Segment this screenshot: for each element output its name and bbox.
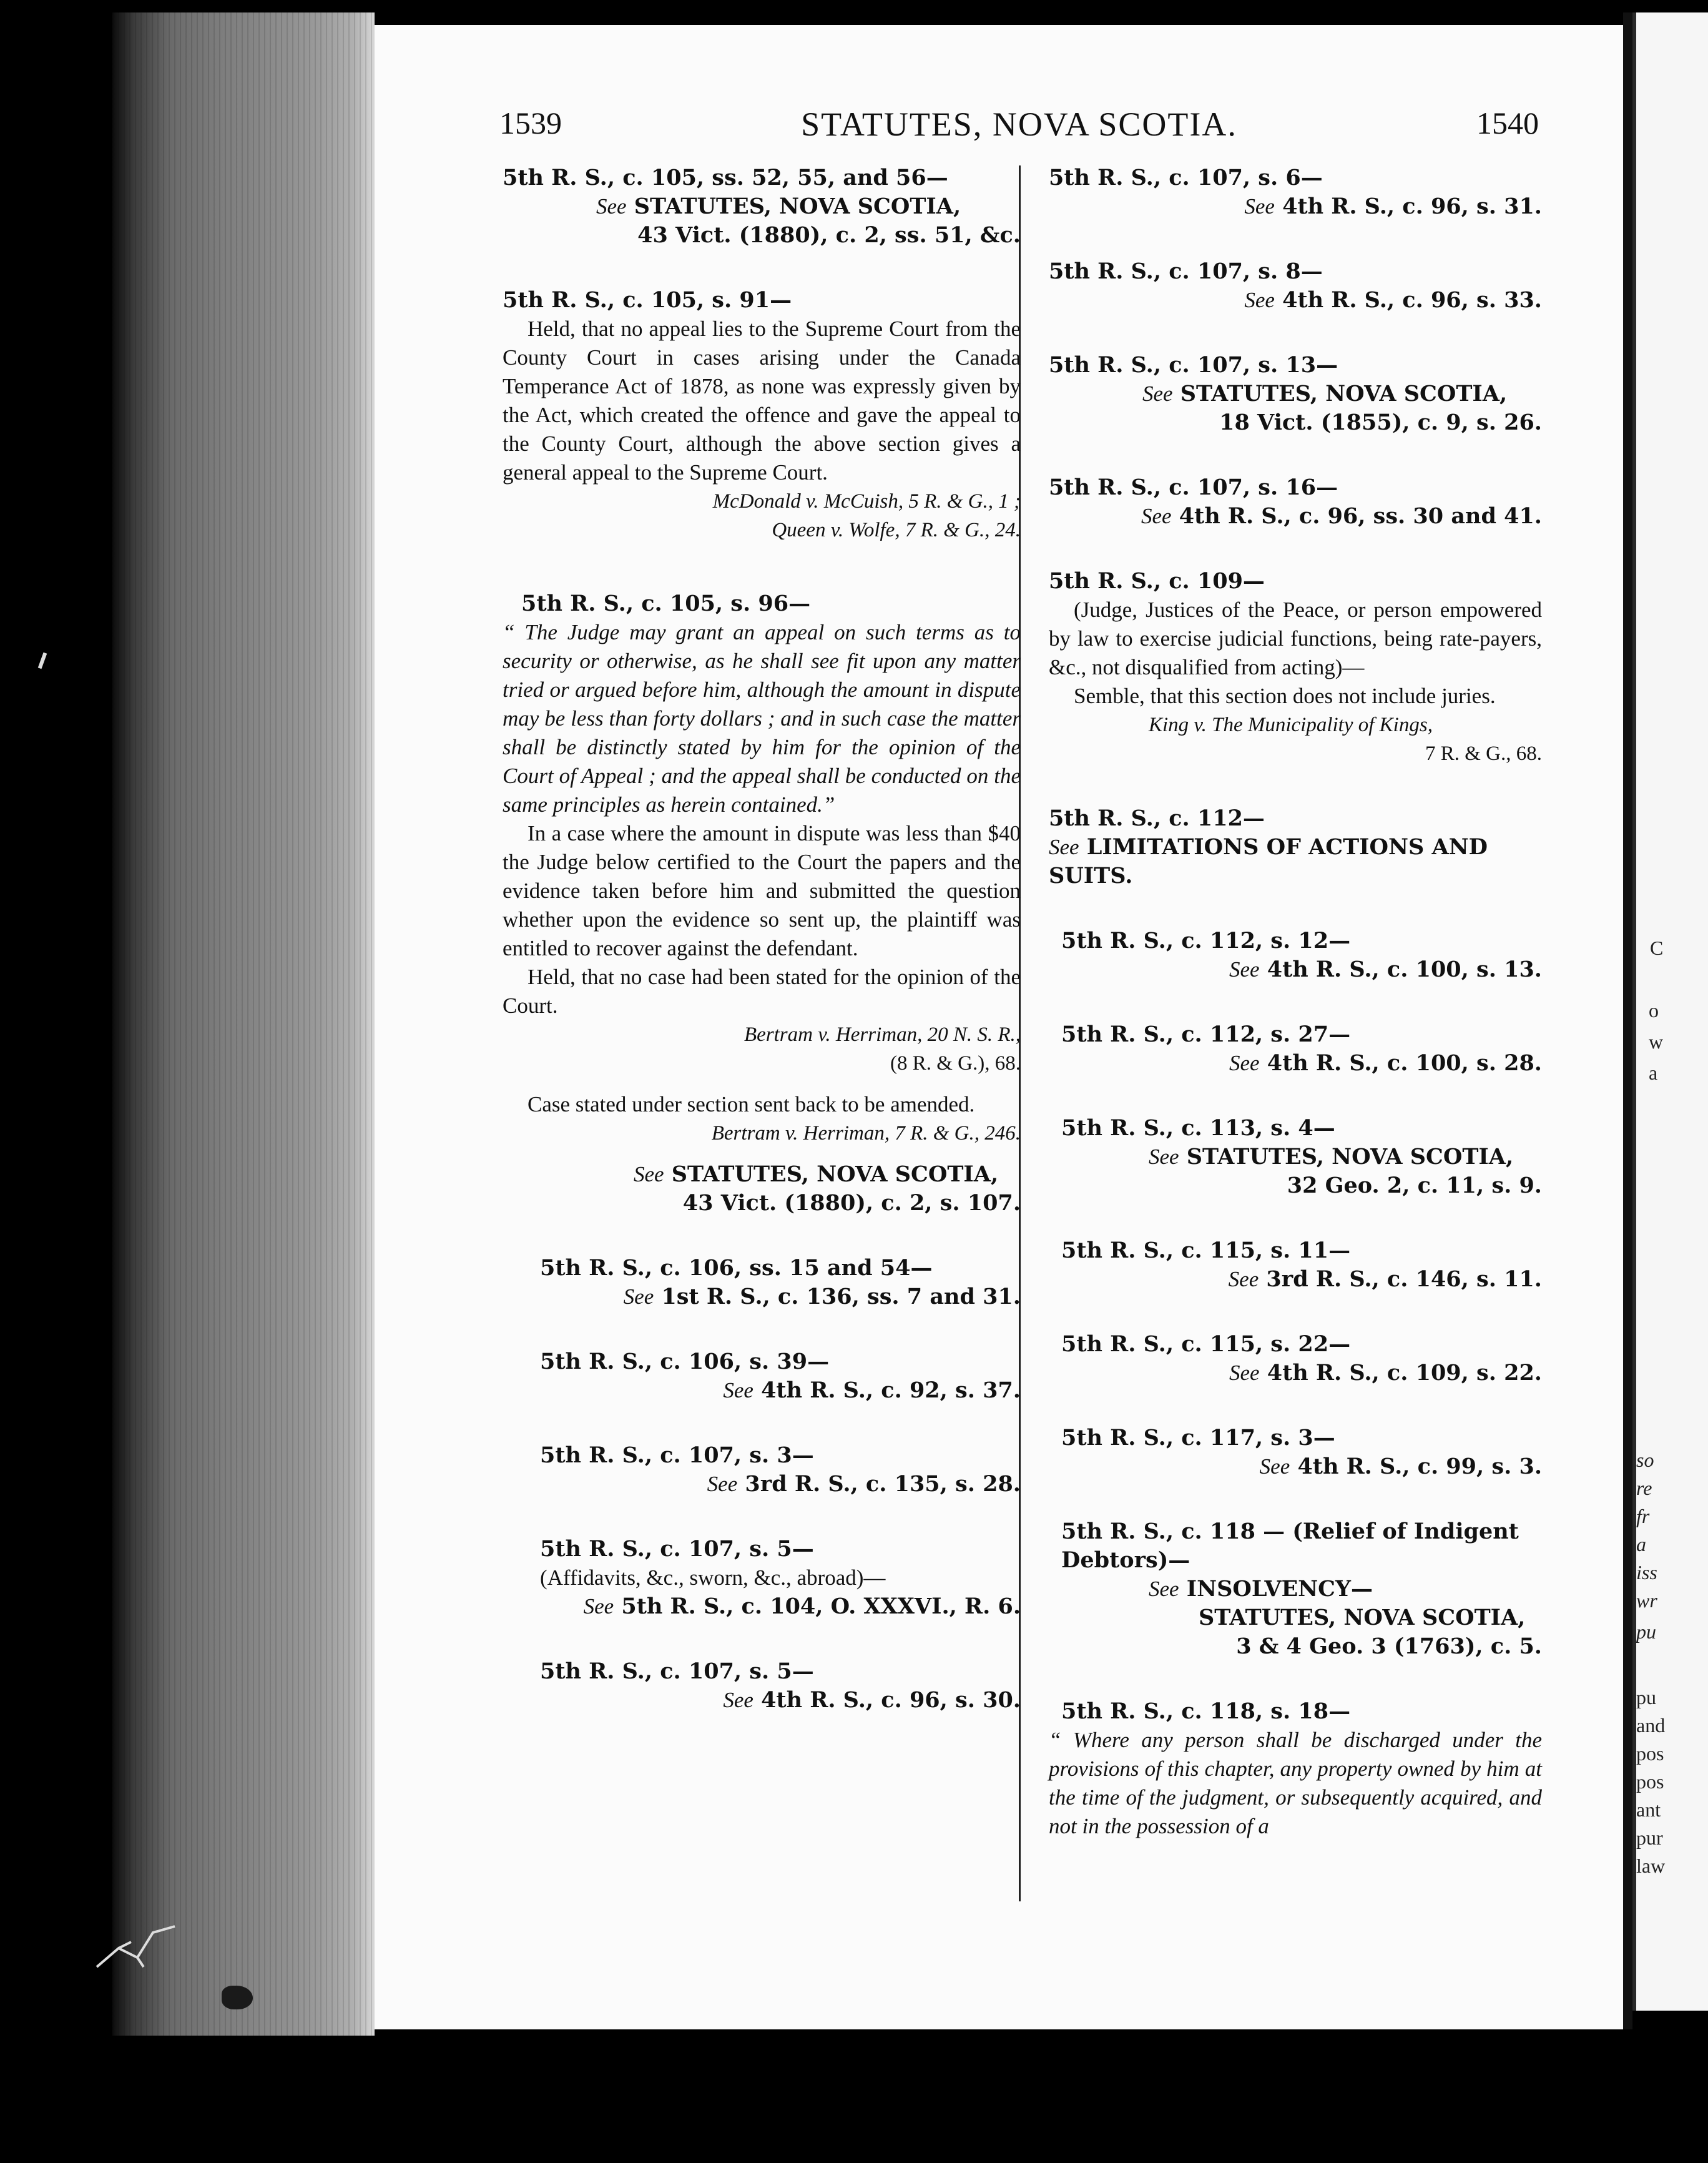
see-line (1049, 1359, 1542, 1387)
entry (1049, 1697, 1542, 1841)
entry-heading: 5th R. S., c. 107, s. 16— (1049, 475, 1338, 500)
margin-fragment: wr (1636, 1589, 1657, 1612)
entry (1049, 1236, 1542, 1294)
entry-heading: 5th R. S., c. 107, s. 6— (1049, 165, 1323, 190)
see-reference: 4th R. S., c. 96, ss. 30 and 41. (1179, 503, 1542, 529)
entry (503, 1441, 1021, 1499)
see-reference: 4th R. S., c. 96, s. 31. (1282, 194, 1542, 219)
case-citation: 7 R. & G., 68. (1425, 742, 1542, 765)
margin-fragment: fr (1636, 1505, 1650, 1527)
entry (503, 1254, 1021, 1311)
scan-ink-blob (222, 1986, 253, 2009)
see-line (1049, 955, 1542, 984)
entry-text: Held, that no appeal lies to the Supreme Court from the County Court in cases arising under the Canada Temperance Act of 1878, as none was expressly given by the Act, which created the offence and gave the appeal to the County Court, although the above section gives a general appeal to the Supreme Court. (503, 317, 1021, 485)
entry-heading: 5th R. S., c. 106, s. 39— (540, 1349, 830, 1374)
see-label: See (1229, 1361, 1260, 1385)
entry (503, 164, 1021, 250)
case-citation: Bertram v. Herriman, 20 N. S. R., (744, 1023, 1021, 1046)
entry-heading: 5th R. S., c. 112, s. 27— (1061, 1022, 1351, 1047)
margin-fragment: C (1650, 937, 1664, 959)
entry (1049, 257, 1542, 315)
page-number-left: 1539 (499, 106, 562, 140)
entry-heading: 5th R. S., c. 115, s. 11— (1061, 1238, 1351, 1263)
entry (1049, 804, 1542, 890)
see-line (1049, 192, 1542, 221)
entry-heading: 5th R. S., c. 112, s. 12— (1061, 928, 1351, 953)
entry (1049, 351, 1542, 437)
margin-fragment: pu (1636, 1686, 1656, 1708)
see-reference: 3rd R. S., c. 135, s. 28. (745, 1471, 1021, 1497)
see-label: See (723, 1378, 753, 1402)
see-label: See (1244, 194, 1275, 219)
entry (1049, 164, 1542, 221)
see-reference: LIMITATIONS OF ACTIONS AND SUITS. (1049, 834, 1488, 889)
see-reference: 4th R. S., c. 92, s. 37. (761, 1377, 1021, 1403)
see-label: See (1149, 1577, 1179, 1601)
see-line (1049, 380, 1542, 408)
margin-fragment: o (1649, 999, 1659, 1022)
see-label: See (1229, 1051, 1260, 1075)
see-line (503, 1160, 1021, 1189)
gutter-shadow (1623, 12, 1632, 2029)
see-reference: 4th R. S., c. 99, s. 3. (1297, 1454, 1542, 1479)
statute-quote: “ The Judge may grant an appeal on such terms as to security or otherwise, as he shall see fit upon any matter tried or argued before him, although the amount in dispute may be less than forty dollars ; and in such case the matter shall be distinctly stated by him for the opinion of the Court of Appeal ; and the appeal shall be conducted on the same principles as herein contained.” (503, 620, 1021, 817)
entry (1049, 927, 1542, 984)
see-reference-cont: 43 Vict. (1880), c. 2, ss. 51, &c. (637, 222, 1021, 248)
margin-fragment: pur (1636, 1826, 1663, 1849)
entry-heading: 5th R. S., c. 118 — (Relief of Indigent Debtors)— (1061, 1519, 1519, 1573)
entry-heading: 5th R. S., c. 109— (1049, 568, 1265, 594)
entry (1049, 1330, 1542, 1387)
margin-fragment: re (1636, 1477, 1652, 1499)
entry (503, 286, 1021, 544)
see-reference: 4th R. S., c. 100, s. 28. (1267, 1050, 1542, 1076)
entry-heading: 5th R. S., c. 115, s. 22— (1061, 1331, 1351, 1357)
entry-heading: 5th R. S., c. 107, s. 13— (1049, 352, 1338, 378)
entry-note: (Affidavits, &c., sworn, &c., abroad)— (540, 1565, 886, 1590)
see-label: See (596, 194, 627, 219)
see-reference: 4th R. S., c. 100, s. 13. (1267, 957, 1542, 982)
entry-heading: 5th R. S., c. 112— (1049, 806, 1265, 831)
margin-fragment: pos (1636, 1742, 1664, 1765)
book-page-edges (112, 12, 375, 2036)
see-line (1049, 286, 1542, 315)
entry-heading: 5th R. S., c. 107, s. 5— (540, 1658, 814, 1684)
entry-text: Case stated under section sent back to be amended. (528, 1092, 975, 1116)
see-line (1049, 1049, 1542, 1078)
see-label: See (1149, 1145, 1179, 1169)
statute-quote: “ Where any person shall be discharged under the provisions of this chapter, any property owned by him at the time of the judgment, or subsequently acquired, and not in the possession of a (1049, 1728, 1542, 1838)
see-label: See (1049, 835, 1079, 859)
scan-mark (38, 653, 47, 669)
case-citation: (8 R. & G.), 68. (890, 1052, 1021, 1075)
margin-fragment: iss (1636, 1561, 1657, 1584)
see-line (503, 1686, 1021, 1715)
entry (1049, 1114, 1542, 1200)
see-reference: STATUTES, NOVA SCOTIA, (1180, 381, 1508, 406)
see-label: See (1259, 1454, 1290, 1479)
see-reference: 4th R. S., c. 96, s. 33. (1282, 287, 1542, 313)
see-line (503, 1283, 1021, 1311)
see-label: See (634, 1162, 664, 1186)
entry (503, 589, 1021, 1218)
margin-fragment: law (1636, 1855, 1666, 1877)
entry-text: Semble, that this section does not include juries. (1074, 684, 1496, 708)
see-label: See (1244, 288, 1275, 312)
entry (1049, 1020, 1542, 1078)
entry-heading: 5th R. S., c. 106, ss. 15 and 54— (540, 1255, 933, 1281)
entry-heading: 5th R. S., c. 105, s. 96— (521, 591, 811, 616)
entry (503, 1348, 1021, 1405)
see-reference: STATUTES, NOVA SCOTIA, (634, 194, 961, 219)
see-line (1049, 502, 1542, 531)
adjacent-page-fragment (1632, 12, 1708, 2011)
see-label: See (1141, 504, 1172, 528)
entry-heading: 5th R. S., c. 105, s. 91— (503, 287, 792, 313)
see-line (503, 1592, 1021, 1621)
see-line (1049, 1575, 1542, 1604)
entry (503, 1535, 1021, 1621)
case-citation: King v. The Municipality of Kings, (1149, 714, 1433, 736)
see-label: See (1228, 1267, 1259, 1291)
entry-text: In a case where the amount in dispute was less than $40 the Judge below certified to the Court the papers and the evidence taken before him and submitted the question whether upon the evidence so sent up, the plaintiff was entitled to recover against the defendant. (503, 821, 1021, 960)
see-line (503, 192, 1021, 221)
entry (1049, 473, 1542, 531)
running-header (499, 105, 1539, 149)
margin-fragment: ant (1636, 1798, 1661, 1821)
see-reference: STATUTES, NOVA SCOTIA, (671, 1161, 999, 1187)
see-reference: 5th R. S., c. 104, O. XXXVI., R. 6. (621, 1594, 1021, 1619)
see-label: See (583, 1594, 614, 1619)
entry-heading: 5th R. S., c. 117, s. 3— (1061, 1425, 1335, 1451)
entry (1049, 567, 1542, 768)
entry-heading: 5th R. S., c. 107, s. 3— (540, 1442, 814, 1468)
entry (1049, 1424, 1542, 1481)
see-reference-cont: 3 & 4 Geo. 3 (1763), c. 5. (1236, 1633, 1542, 1659)
see-line (1049, 833, 1542, 890)
see-reference: 4th R. S., c. 96, s. 30. (761, 1687, 1021, 1713)
margin-fragment: w (1649, 1030, 1664, 1053)
see-label: See (623, 1284, 654, 1309)
see-reference-cont: 18 Vict. (1855), c. 9, s. 26. (1219, 410, 1542, 435)
case-citation: Queen v. Wolfe, 7 R. & G., 24. (772, 519, 1021, 541)
margin-fragment: a (1649, 1062, 1658, 1084)
page-title: STATUTES, NOVA SCOTIA. (801, 106, 1237, 143)
see-line (503, 1470, 1021, 1499)
see-reference: 4th R. S., c. 109, s. 22. (1267, 1360, 1542, 1386)
left-column (503, 164, 1021, 1751)
page-number-right: 1540 (1476, 106, 1539, 140)
entry-heading: 5th R. S., c. 105, ss. 52, 55, and 56— (503, 165, 948, 190)
entry-heading: 5th R. S., c. 107, s. 5— (540, 1536, 814, 1562)
entry-heading: 5th R. S., c. 107, s. 8— (1049, 259, 1323, 284)
see-line (1049, 1143, 1542, 1171)
entry-text: Held, that no case had been stated for the opinion of the Court. (503, 965, 1021, 1018)
see-reference-cont: 43 Vict. (1880), c. 2, s. 107. (682, 1190, 1021, 1216)
case-citation: Bertram v. Herriman, 7 R. & G., 246. (711, 1122, 1021, 1145)
entry (1049, 1517, 1542, 1661)
case-citation: McDonald v. McCuish, 5 R. & G., 1 ; (712, 490, 1021, 513)
see-label: See (723, 1688, 753, 1712)
see-line (1049, 1265, 1542, 1294)
see-line (503, 1376, 1021, 1405)
entry-heading: 5th R. S., c. 118, s. 18— (1061, 1698, 1351, 1724)
see-reference: STATUTES, NOVA SCOTIA, (1186, 1144, 1514, 1170)
entry-note: (Judge, Justices of the Peace, or person empowered by law to exercise judicial functions, being rate-payers, &c., not disqualified from acting)— (1049, 598, 1542, 679)
see-label: See (707, 1472, 738, 1496)
entry-heading: 5th R. S., c. 113, s. 4— (1061, 1115, 1335, 1141)
margin-fragment: pos (1636, 1770, 1664, 1793)
see-label: See (1142, 382, 1173, 406)
see-reference: 1st R. S., c. 136, ss. 7 and 31. (661, 1284, 1021, 1309)
see-reference-cont: 32 Geo. 2, c. 11, s. 9. (1287, 1173, 1542, 1198)
see-reference: INSOLVENCY— (1186, 1576, 1373, 1602)
right-column (1049, 164, 1542, 1877)
margin-fragment: a (1636, 1533, 1646, 1555)
see-line (1049, 1452, 1542, 1481)
see-label: See (1229, 957, 1260, 982)
margin-fragment: and (1636, 1714, 1666, 1737)
scan-scratch-mark (94, 1923, 181, 1973)
see-reference-cont: STATUTES, NOVA SCOTIA, (1199, 1605, 1526, 1630)
margin-fragment: so (1636, 1449, 1654, 1471)
see-reference: 3rd R. S., c. 146, s. 11. (1266, 1266, 1542, 1292)
entry (503, 1657, 1021, 1715)
margin-fragment: pu (1636, 1620, 1656, 1643)
